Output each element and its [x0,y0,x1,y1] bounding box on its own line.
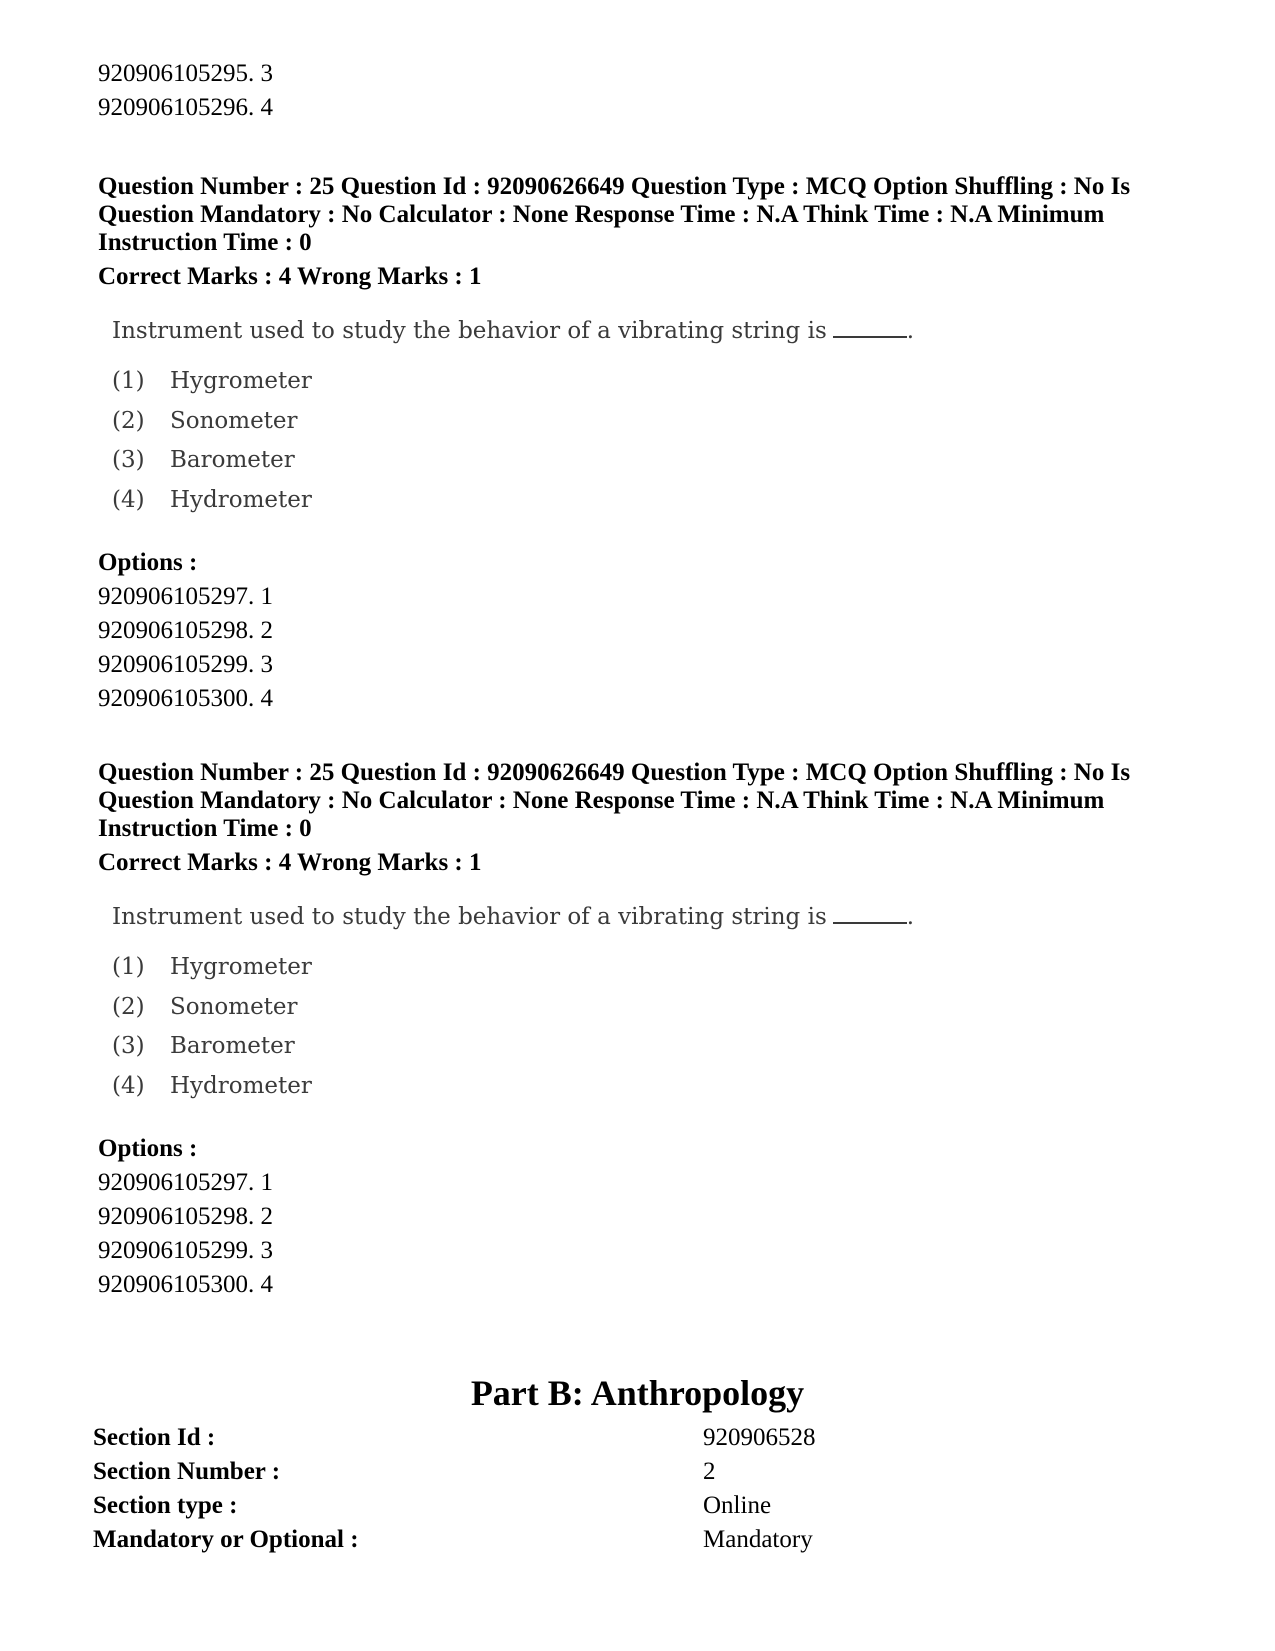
section-type-label: Section type : [93,1492,238,1519]
question-image [98,318,915,528]
options-label: Options : [98,1135,198,1162]
option-id-line: 920906105295. 3 [98,60,273,87]
question-text: Instrument used to study the behavior of a vibrating string is . [112,904,915,930]
option-id-line: 920906105300. 4 [98,685,273,712]
option-id-line: 920906105298. 2 [98,617,273,644]
question-meta: Question Number : 25 Question Id : 92090626649 Question Type : MCQ Option Shuffling : No Is Question Mandatory : No Calculator : None Response Time : N.A Think Time : N.A Minimum Instruction Time : 0 [98,173,1131,256]
option-id-line: 920906105297. 1 [98,1169,273,1196]
part-title: Part B: Anthropology [470,1373,805,1413]
choice-item: (2) Sonometer [112,994,298,1020]
section-number-value: 2 [703,1458,716,1485]
options-label: Options : [98,549,198,576]
section-number-label: Section Number : [93,1458,281,1485]
option-id-line: 920906105299. 3 [98,1237,273,1264]
choice-item: (3) Barometer [112,1033,295,1059]
question-image [98,904,915,1114]
section-type-value: Online [703,1492,772,1519]
section-id-label: Section Id : [93,1424,216,1451]
question-marks: Correct Marks : 4 Wrong Marks : 1 [98,263,482,290]
choice-item: (2) Sonometer [112,408,298,434]
option-id-line: 920906105299. 3 [98,651,273,678]
mandatory-optional-value: Mandatory [703,1526,813,1553]
choice-item: (1) Hygrometer [112,368,312,394]
question-text: Instrument used to study the behavior of a vibrating string is . [112,318,915,344]
choice-item: (4) Hydrometer [112,1073,312,1099]
option-id-line: 920906105297. 1 [98,583,273,610]
answer-blank [833,336,907,338]
mandatory-optional-label: Mandatory or Optional : [93,1526,359,1553]
question-marks: Correct Marks : 4 Wrong Marks : 1 [98,849,482,876]
question-meta: Question Number : 25 Question Id : 92090626649 Question Type : MCQ Option Shuffling : No Is Question Mandatory : No Calculator : None Response Time : N.A Think Time : N.A Minimum Instruction Time : 0 [98,759,1131,842]
answer-blank [833,922,907,924]
choice-item: (4) Hydrometer [112,487,312,513]
option-id-line: 920906105298. 2 [98,1203,273,1230]
choice-item: (3) Barometer [112,447,295,473]
option-id-line: 920906105296. 4 [98,94,273,121]
choice-item: (1) Hygrometer [112,954,312,980]
option-id-line: 920906105300. 4 [98,1271,273,1298]
section-id-value: 920906528 [703,1424,816,1451]
